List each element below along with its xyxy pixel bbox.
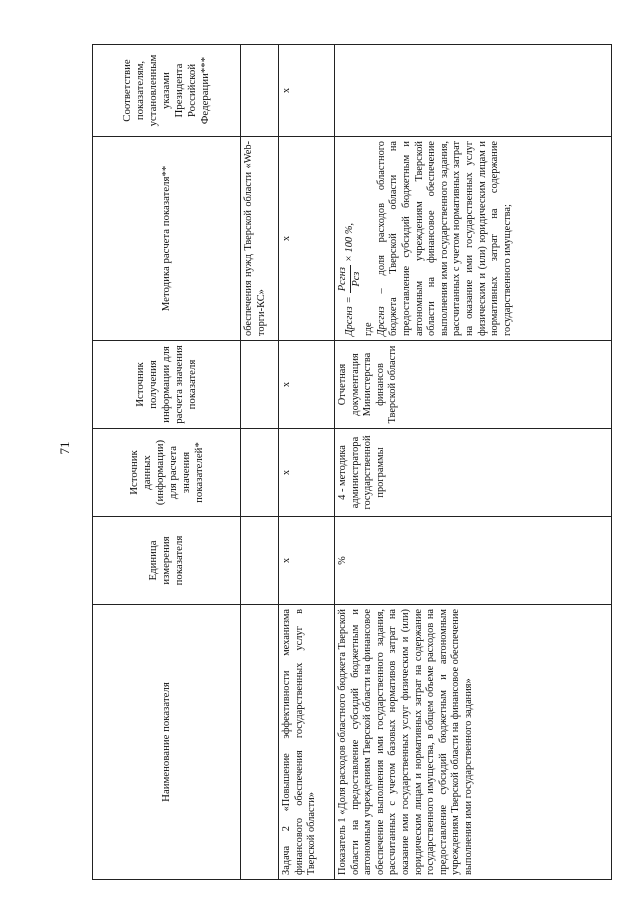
indicator-method <box>335 137 612 341</box>
indicator-row <box>335 45 612 880</box>
indicator-unit: % <box>335 517 612 605</box>
method-formula: Дрсгнз = Рсгнз Рсз × 100 %, <box>337 223 362 336</box>
header-unit: Единица измерения показателя <box>93 517 241 605</box>
indicator-name: Показатель 1 «Доля расходов областного бюджета Тверской области на предоставление субсидий бюджетным и автономным учреждениям Тверской области на финансовое обеспечение выполнения ими государственного задания, рассчитанных с учетом базовых нормативов затрат на оказание ими государственных услуг физическим и (или) юридическим лицам и нормативных затрат на содержание государственного имущества, в общем объеме расходов на предоставление субсидий бюджетным и автономным учреждениям Тверской области на финансовое обеспечение выполнения ими государственного задания» <box>335 605 612 880</box>
header-row <box>93 45 241 880</box>
formula-lhs: Дрсгнз <box>343 306 355 336</box>
continuation-row <box>241 45 279 880</box>
header-data-source: Источник данных (информации) для расчета значения показателей* <box>93 429 241 517</box>
header-info-source: Источник получения информации для расчета значения показателя <box>93 341 241 429</box>
indicator-table <box>92 44 612 880</box>
task-data-source: х <box>279 429 335 517</box>
formula-numerator: Рсгнз <box>337 265 351 293</box>
task-compliance: х <box>279 45 335 137</box>
task-method: х <box>279 137 335 341</box>
header-name: Наименование показателя <box>93 605 241 880</box>
formula-denominator: Рсз <box>350 271 362 287</box>
formula-fraction <box>337 265 363 293</box>
method-desc-variable: Дрсгнз <box>375 306 387 336</box>
method-description <box>376 141 515 336</box>
formula-where: где <box>363 322 375 336</box>
indicator-table-rotated <box>92 45 612 880</box>
task-unit: х <box>279 517 335 605</box>
page-number: 71 <box>57 441 72 455</box>
formula-tail: × 100 %, <box>343 223 355 263</box>
method-desc-text: – доля расходов областного бюджета Тверской области на предоставление субсидий бюджетным и автономным учреждениям Тверской области на финансовое обеспечение выполнения ими государственного задания, рассчитанных с учетом нормативных затрат на оказание ими государственных услуг физическим и (или) юридическим лицам и нормативных затрат на содержание государственного имущества; <box>375 141 513 336</box>
header-compliance: Соответствие показателям, установленным указами Президента Российской Федерации*** <box>93 45 241 137</box>
indicator-data-source: 4 - методика администратора государственной программы <box>335 429 612 517</box>
header-method: Методика расчета показателя** <box>93 137 241 341</box>
indicator-compliance <box>335 45 612 137</box>
task-row <box>279 45 335 880</box>
indicator-info-source: Отчетная документация Министерства финансов Тверской области <box>335 341 612 429</box>
task-info-source: х <box>279 341 335 429</box>
task-name: Задача 2 «Повышение эффективности механизма финансового обеспечения государственных услуг в Тверской области» <box>279 605 335 880</box>
method-continuation: обеспечения нужд Тверской области «Web-торги-КС» <box>241 137 279 341</box>
